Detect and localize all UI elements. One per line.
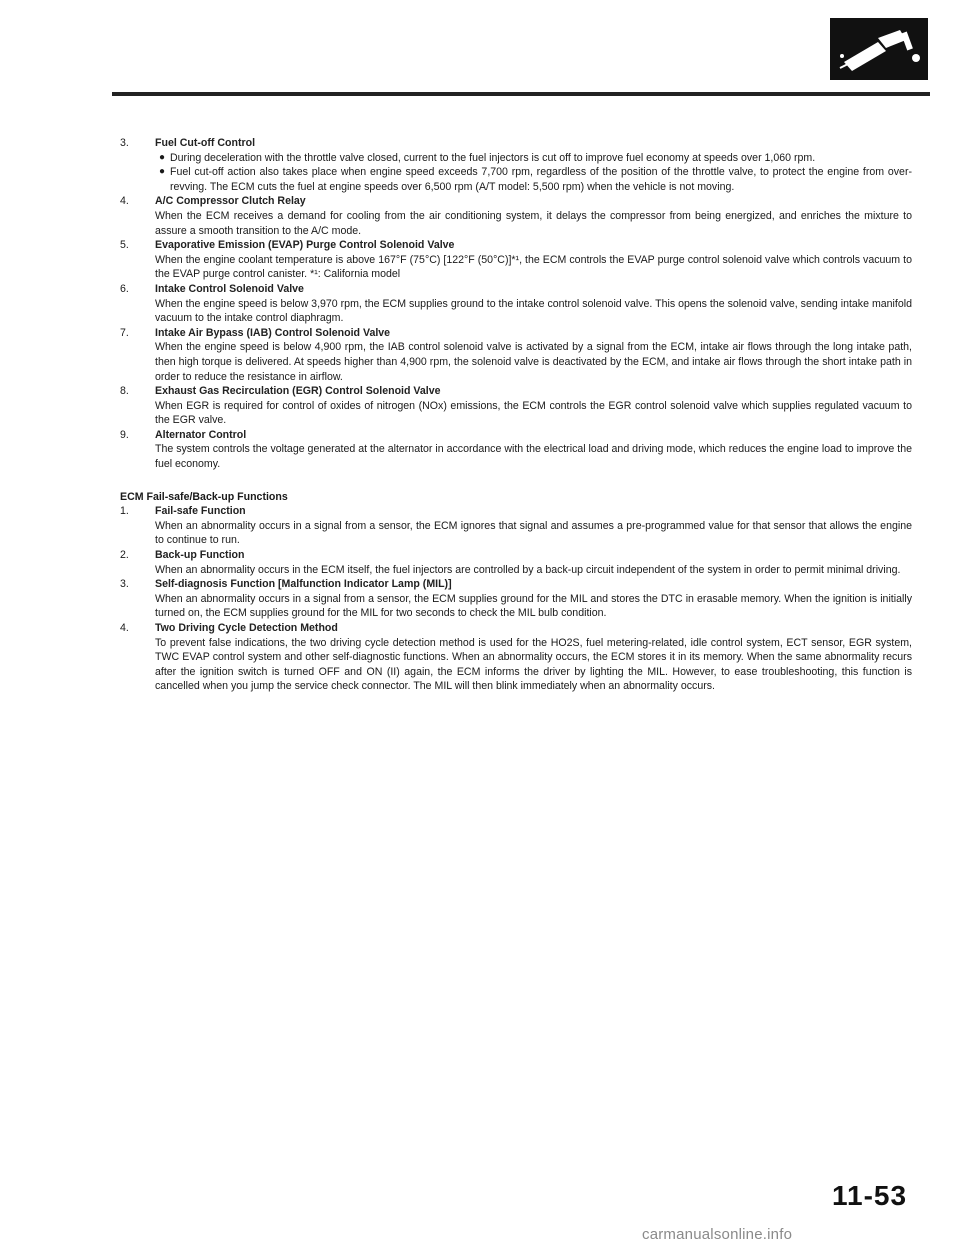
list-item-fail-safe: [120, 504, 912, 548]
item-heading: Self-diagnosis Function [Malfunction Indicator Lamp (MIL)]: [155, 578, 452, 591]
item-heading: Two Driving Cycle Detection Method: [155, 622, 338, 634]
list-item-iab-valve: [120, 326, 912, 384]
section-heading: ECM Fail-safe/Back-up Functions: [120, 490, 288, 503]
list-item-ac-relay: [120, 194, 912, 238]
list-item-egr-valve: [120, 384, 912, 428]
page-number: 11-53: [832, 1180, 908, 1211]
list-item-alternator: [120, 428, 912, 472]
item-number: 4.: [120, 622, 129, 634]
list-item-evap-purge: [120, 238, 912, 282]
bullet-item: [155, 165, 912, 194]
item-text: The system controls the voltage generated at the alternator in accordance with the electrical load and driving mode, which reduces the engine load to improve the fuel economy.: [155, 443, 912, 471]
item-text: When EGR is required for control of oxides of nitrogen (NOx) emissions, the ECM controls the EGR control solenoid valve which supplies regulated vacuum to the EGR valve.: [155, 399, 912, 427]
item-heading: Exhaust Gas Recirculation (EGR) Control Solenoid Valve: [155, 385, 441, 398]
bullet-icon: ●: [159, 166, 166, 178]
item-heading: Fuel Cut-off Control: [155, 137, 256, 149]
item-text: When the ECM receives a demand for cooling from the air conditioning system, it delays the compressor from being energized, and enriches the mixture to assure a smooth transition to the A/C mode.: [155, 209, 912, 237]
section-logo: [830, 18, 928, 80]
item-number: 9.: [120, 428, 129, 441]
item-number: 4.: [120, 195, 129, 208]
list-item-fuel-cutoff: [120, 136, 912, 194]
bullet-item: [155, 151, 912, 166]
item-number: 8.: [120, 385, 129, 398]
item-number: 6.: [120, 282, 129, 295]
item-text: When the engine coolant temperature is above 167°F (75°C) [122°F (50°C)]*¹, the ECM controls the EVAP purge control solenoid valve which controls vacuum to the EVAP purge control canister. *¹: California model: [155, 253, 912, 281]
bullet-text: Fuel cut-off action also takes place when engine speed exceeds 7,700 rpm, regardless of the position of the throttle valve, to protect the engine from over-revving. The ECM cuts the fuel at engine speeds over 6,500 rpm (A/T model: 5,500 rpm) when the vehicle is not moving.: [170, 166, 912, 193]
fuel-injector-section-icon: [830, 18, 928, 80]
list-item-intake-control: [120, 282, 912, 326]
item-text: When an abnormality occurs in the ECM itself, the fuel injectors are controlled by a back-up circuit independent of the system in order to permit minimal driving.: [155, 563, 901, 576]
list-item-two-driving-cycle: [120, 621, 912, 694]
item-number: 2.: [120, 549, 129, 562]
item-text: When the engine speed is below 3,970 rpm, the ECM supplies ground to the intake control solenoid valve. This opens the solenoid valve, sending intake manifold vacuum to the intake control diaphragm.: [155, 297, 912, 325]
list-item-back-up: [120, 548, 912, 577]
item-heading: Back-up Function: [155, 549, 245, 562]
item-heading: Intake Control Solenoid Valve: [155, 282, 304, 295]
item-heading: Evaporative Emission (EVAP) Purge Control Solenoid Valve: [155, 239, 455, 252]
item-heading: Intake Air Bypass (IAB) Control Solenoid Valve: [155, 326, 391, 339]
item-number: 1.: [120, 505, 129, 518]
item-number: 7.: [120, 326, 129, 339]
item-heading: Fail-safe Function: [155, 505, 246, 518]
header-rule: [112, 92, 930, 96]
item-heading: A/C Compressor Clutch Relay: [155, 195, 306, 208]
watermark: carmanualsonline.info: [642, 1226, 793, 1243]
item-text: When an abnormality occurs in a signal from a sensor, the ECM ignores that signal and assumes a pre-programmed value for that sensor that allows the engine to continue to run.: [155, 519, 912, 547]
item-heading: Alternator Control: [155, 428, 247, 441]
bullet-list: [155, 151, 912, 195]
bullet-text: During deceleration with the throttle valve closed, current to the fuel injectors is cut off to improve fuel economy at speeds over 1,060 rpm.: [170, 151, 816, 164]
item-number: 3.: [120, 137, 129, 149]
item-number: 3.: [120, 578, 129, 591]
list-item-self-diagnosis: [120, 577, 912, 621]
item-text: To prevent false indications, the two driving cycle detection method is used for the HO2S, fuel metering-related, idle control system, ECT sensor, EGR system, TWC EVAP control system and other self-diagnostic functions. When an abnormality occurs, the ECM stores it in its memory. When the same abnormality recurs after the ignition switch is turned OFF and ON (II) again, the ECM informs the driver by lighting the MIL. However, to ease troubleshooting, this function is cancelled when you jump the service check connector. The MIL will then blink immediately when an abnormality occurs.: [155, 636, 912, 693]
document-body: [120, 136, 912, 694]
item-number: 5.: [120, 239, 129, 252]
item-text: When the engine speed is below 4,900 rpm, the IAB control solenoid valve is activated by a signal from the ECM, intake air flows through the long intake path, then high torque is delivered. At speeds higher than 4,900 rpm, the solenoid valve is deactivated by the ECM, and intake air flows through the short intake path in order to reduce the resistance in airflow.: [155, 341, 912, 383]
item-text: When an abnormality occurs in a signal from a sensor, the ECM supplies ground for the MIL and stores the DTC in erasable memory. When the ignition is initially turned on, the ECM supplies ground for the MIL for two seconds to check the MIL bulb condition.: [155, 592, 912, 620]
bullet-icon: ●: [159, 151, 166, 163]
